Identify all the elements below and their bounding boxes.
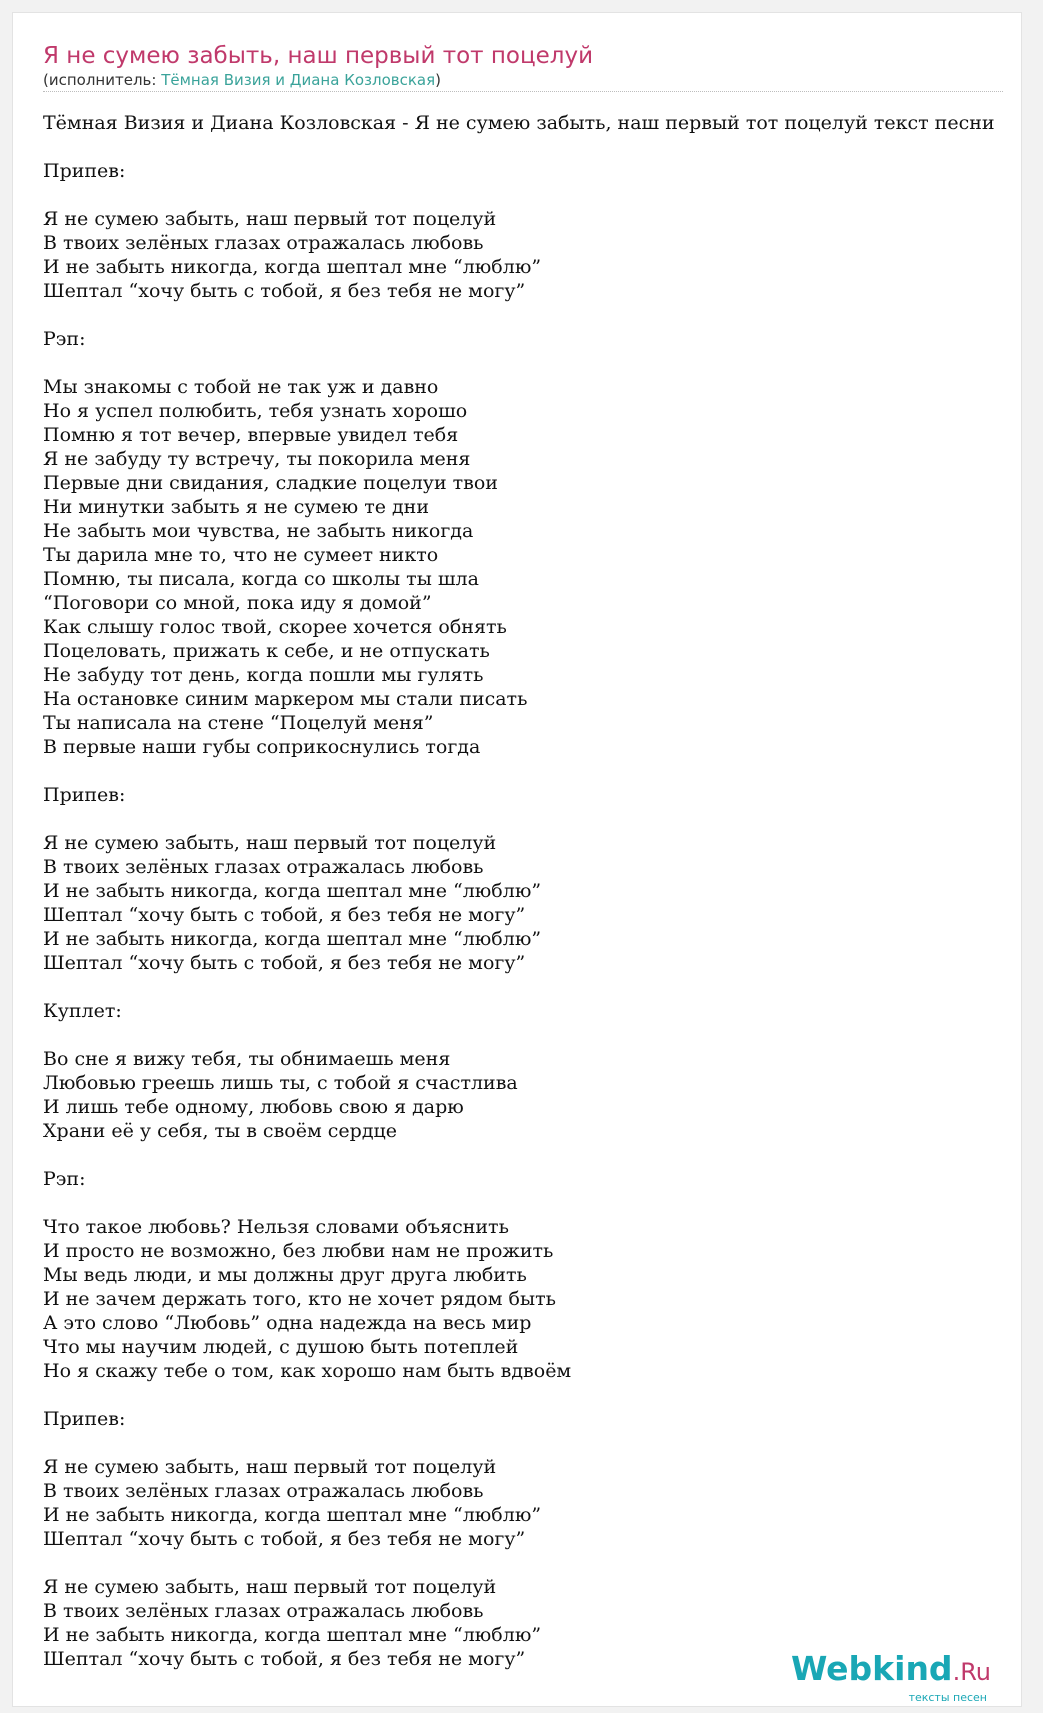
artist-line [43,71,441,89]
song-title: Я не сумею забыть, наш первый тот поцелуй [43,43,594,69]
artist-prefix: (исполнитель: [43,71,162,89]
title-divider [43,91,1003,92]
lyrics-text: Тёмная Визия и Диана Козловская - Я не сумею забыть, наш первый тот поцелуй текст песни Припев: Я не сумею забыть, наш первый тот поцелуй В твоих зелёных глазах отражалась любовь И не забыть никогда, когда шептал мне “люблю” Шептал “хочу быть с тобой, я без тебя не могу” Рэп: Мы знакомы с тобой не так уж и давно Но я успел полюбить, тебя узнать хорошо Помню я тот вечер, впервые увидел тебя Я не забуду ту встречу, ты покорила меня Первые дни свидания, сладкие поцелуи твои Ни минутки забыть я не сумею те дни Не забыть мои чувства, не забыть никогда Ты дарила мне то, что не сумеет никто Помню, ты писала, когда со школы ты шла “Поговори со мной, пока иду я домой” Как слышу голос твой, скорее хочется обнять Поцеловать, прижать к себе, и не отпускать Не забуду тот день, когда пошли мы гулять На остановке синим маркером мы стали писать Ты написала на стене “Поцелуй меня” В первые наши губы соприкоснулись тогда Припев: Я не сумею забыть, наш первый тот поцелуй В твоих зелёных глазах отражалась любовь И не забыть никогда, когда шептал мне “люблю” Шептал “хочу быть с тобой, я без тебя не могу” И не забыть никогда, когда шептал мне “люблю” Шептал “хочу быть с тобой, я без тебя не могу” Куплет: Во сне я вижу тебя, ты обнимаешь меня Любовью греешь лишь ты, с тобой я счастлива И лишь тебе одному, любовь свою я дарю Храни её у себя, ты в своём сердце Рэп: Что такое любовь? Нельзя словами объяснить И просто не возможно, без любви нам не прожить Мы ведь люди, и мы должны друг друга любить И не зачем держать того, кто не хочет рядом быть А это слово “Любовь” одна надежда на весь мир Что мы научим людей, с душою быть потеплей Но я скажу тебе о том, как хорошо нам быть вдвоём Припев: Я не сумею забыть, наш первый тот поцелуй В твоих зелёных глазах отражалась любовь И не забыть никогда, когда шептал мне “люблю” Шептал “хочу быть с тобой, я без тебя не могу” Я не сумею забыть, наш первый тот поцелуй В твоих зелёных глазах отражалась любовь И не забыть никогда, когда шептал мне “люблю” Шептал “хочу быть с тобой, я без тебя не могу” [43,112,995,1670]
page-container [12,12,1022,1707]
site-logo [791,1649,991,1688]
logo-tagline: тексты песен [908,1691,987,1704]
artist-suffix: ) [435,71,441,89]
logo-tld-text: .Ru [952,1658,991,1686]
artist-link[interactable]: Тёмная Визия и Диана Козловская [161,71,436,89]
logo-main-text: Webkind [790,1649,953,1688]
